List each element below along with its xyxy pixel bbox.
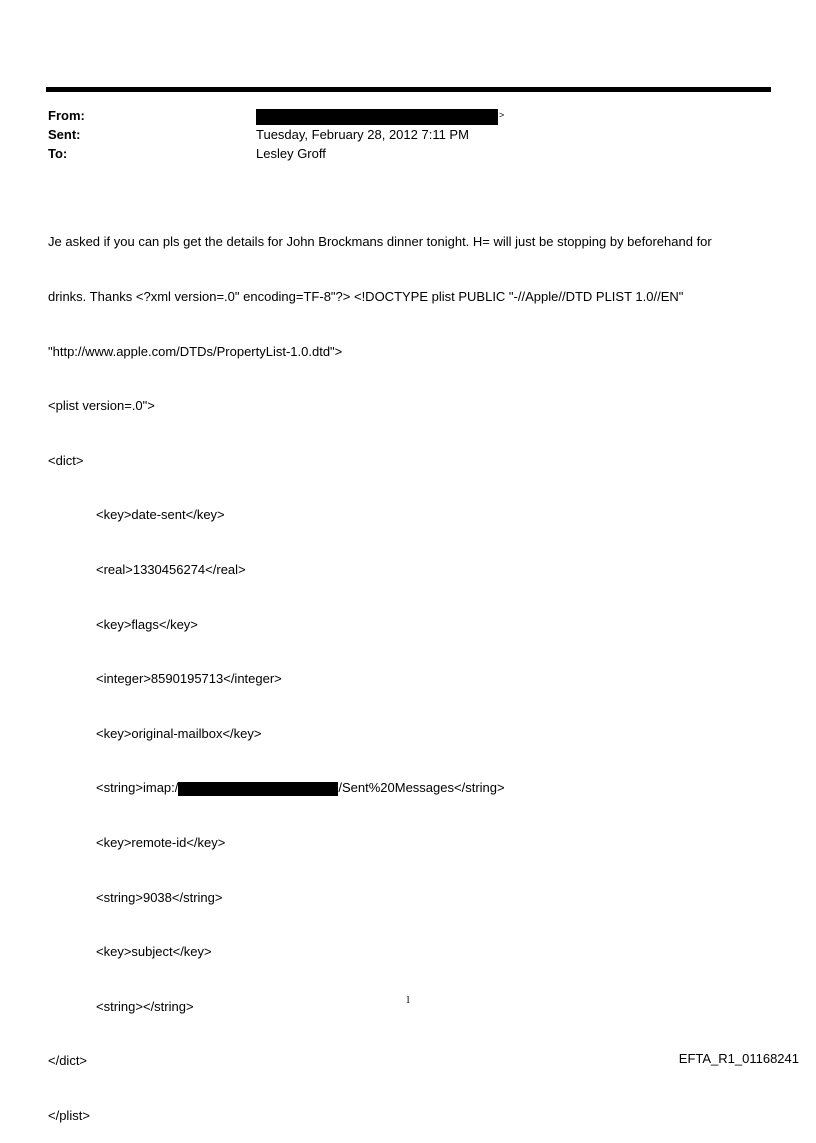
from-value — [256, 106, 748, 125]
redaction-block — [256, 109, 498, 125]
from-suffix: > — [499, 110, 505, 120]
email-header — [48, 106, 748, 163]
body-line: <dict> — [48, 452, 84, 468]
dict-line: <integer>8590195713</integer> — [96, 671, 282, 687]
dict-line: <key>remote-id</key> — [96, 834, 226, 850]
dict-line: <key>original-mailbox</key> — [96, 725, 262, 741]
dict-line: <key>subject</key> — [96, 944, 212, 960]
sent-row — [48, 125, 748, 144]
body-line: "http://www.apple.com/DTDs/PropertyList-1.0.dtd"> — [48, 343, 343, 359]
to-value: Lesley Groff — [256, 146, 326, 161]
imap-line — [48, 779, 748, 797]
bates-number: EFTA_R1_01168241 — [678, 1051, 799, 1066]
dict-line: <key>date-sent</key> — [96, 507, 225, 523]
to-label: To: — [48, 146, 68, 161]
body-line: <plist version=.0"> — [48, 398, 155, 414]
from-row — [48, 106, 748, 125]
redaction-block — [178, 782, 338, 796]
imap-prefix: <string>imap:/ — [96, 780, 179, 796]
dict-line: <real>1330456274</real> — [96, 561, 246, 577]
closing-line: </dict> — [48, 1053, 88, 1069]
body-line: drinks. Thanks <?xml version=.0" encoding=TF-8"?> <!DOCTYPE plist PUBLIC "-//Apple//DTD PLIST 1.0//EN" — [48, 289, 684, 304]
header-rule — [46, 87, 771, 92]
to-row — [48, 144, 748, 163]
page-number: 1 — [405, 995, 411, 1006]
from-label: From: — [48, 108, 85, 123]
dict-line: <key>flags</key> — [96, 616, 198, 632]
sent-label: Sent: — [48, 127, 81, 142]
dict-line: <string></string> — [96, 998, 194, 1014]
imap-suffix: /Sent%20Messages</string> — [338, 780, 505, 796]
body-line: Je asked if you can pls get the details for John Brockmans dinner tonight. H= will just be stopping by beforehand for — [48, 234, 712, 250]
dict-line: <string>9038</string> — [96, 889, 223, 905]
closing-line: </plist> — [48, 1107, 90, 1123]
sent-value: Tuesday, February 28, 2012 7:11 PM — [256, 127, 469, 142]
